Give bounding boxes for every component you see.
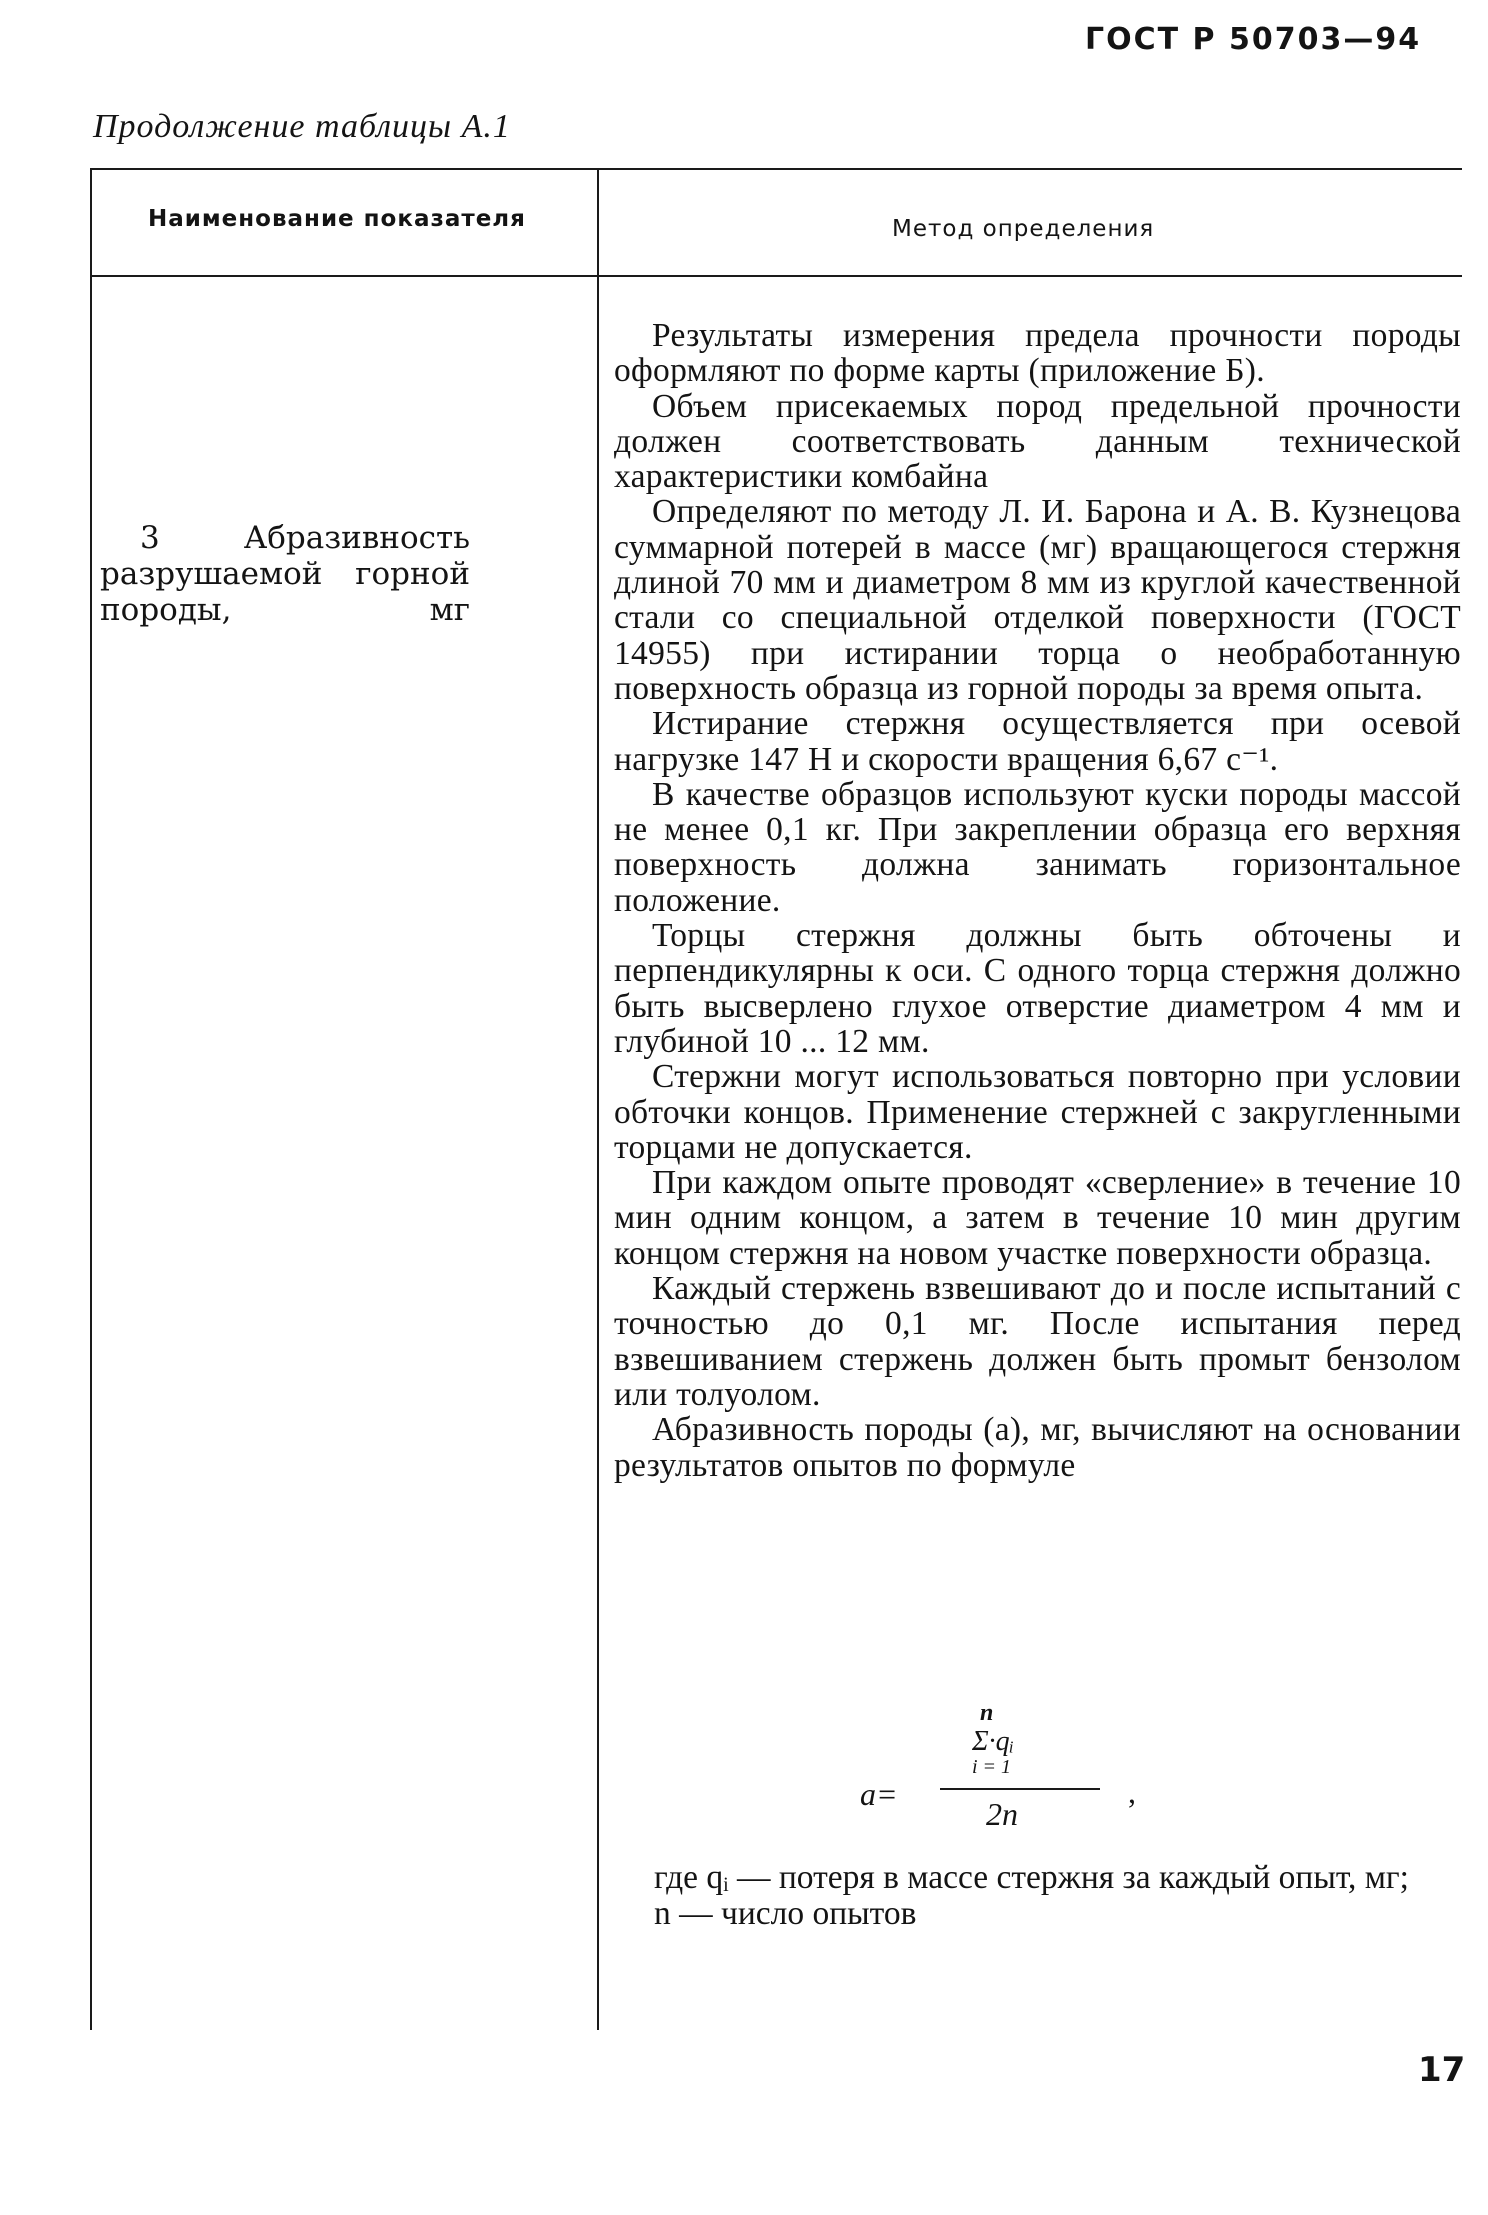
formula-fraction-bar bbox=[940, 1788, 1100, 1790]
formula-sum-lower: i = 1 bbox=[972, 1756, 1012, 1778]
method-cell bbox=[614, 318, 1461, 1483]
table-top-border bbox=[92, 168, 1462, 170]
method-paragraph: В качестве образцов используют куски породы массой не менее 0,1 кг. При закреплении образца его верхняя поверхность должна занимать горизонтальное положение. bbox=[614, 775, 1461, 919]
column-header-indicator: Наименование показателя bbox=[148, 206, 526, 232]
method-paragraph: Стержни могут использоваться повторно при условии обточки концов. Применение стержней с закругленными торцами не допускается. bbox=[614, 1058, 1461, 1166]
indicator-text: 3 Абразивность разрушаемой горной породы, мг bbox=[100, 520, 470, 628]
page-number: 17 bbox=[1418, 2050, 1466, 2090]
method-paragraph: Определяют по методу Л. И. Барона и А. В. Кузнецова суммарной потерей в массе (мг) вращающегося стержня длиной 70 мм и диаметром 8 мм из круглой качественной стали со специальной отделкой поверхности (ГОСТ 14955) при истирании торца о необработанную поверхность образца из горной породы за время опыта. bbox=[614, 493, 1461, 707]
method-paragraph: Результаты измерения предела прочности породы оформляют по форме карты (приложение Б). bbox=[614, 317, 1461, 390]
method-paragraph: Объем присекаемых пород предельной прочности должен соответствовать данным технической характеристики комбайна bbox=[614, 387, 1461, 496]
indicator-cell bbox=[100, 520, 470, 628]
table-column-divider bbox=[597, 168, 599, 2030]
formula-trailing-comma: , bbox=[1128, 1774, 1136, 1810]
column-header-method: Метод определения bbox=[892, 216, 1155, 242]
formula-notes bbox=[614, 1860, 1461, 1932]
method-paragraph: При каждом опыте проводят «сверление» в течение 10 мин одним концом, а затем в течение 10 мин другим концом стержня на новом участке поверхности образца. bbox=[614, 1164, 1461, 1272]
note-n: n — число опытов bbox=[654, 1895, 917, 1932]
abrasiveness-formula bbox=[860, 1700, 1160, 1840]
formula-lhs: a= bbox=[860, 1776, 898, 1812]
table-left-border bbox=[90, 168, 92, 2030]
formula-sum-body: Σ·qᵢ bbox=[972, 1726, 1015, 1757]
method-paragraph: Истирание стержня осуществляется при осевой нагрузке 147 Н и скорости вращения 6,67 с⁻¹. bbox=[614, 705, 1461, 778]
table-header-divider bbox=[92, 275, 1462, 277]
standard-number: ГОСТ Р 50703—94 bbox=[1085, 22, 1422, 57]
method-paragraph: Абразивность породы (a), мг, вычисляют на основании результатов опытов по формуле bbox=[614, 1411, 1461, 1484]
method-paragraph: Каждый стержень взвешивают до и после испытаний с точностью до 0,1 мг. После испытания перед взвешиванием стержень должен быть промыт бензолом или толуолом. bbox=[614, 1270, 1461, 1413]
method-paragraph: Торцы стержня должны быть обточены и перпендикулярны к оси. С одного торца стержня должно быть высверлено глухое отверстие диаметром 4 мм и глубиной 10 ... 12 мм. bbox=[614, 917, 1461, 1060]
formula-sum-upper: n bbox=[980, 1700, 994, 1726]
formula-denominator: 2n bbox=[986, 1796, 1018, 1832]
note-qi: где qᵢ — потеря в массе стержня за каждый опыт, мг; bbox=[654, 1859, 1409, 1896]
table-caption: Продолжение таблицы А.1 bbox=[93, 108, 511, 145]
